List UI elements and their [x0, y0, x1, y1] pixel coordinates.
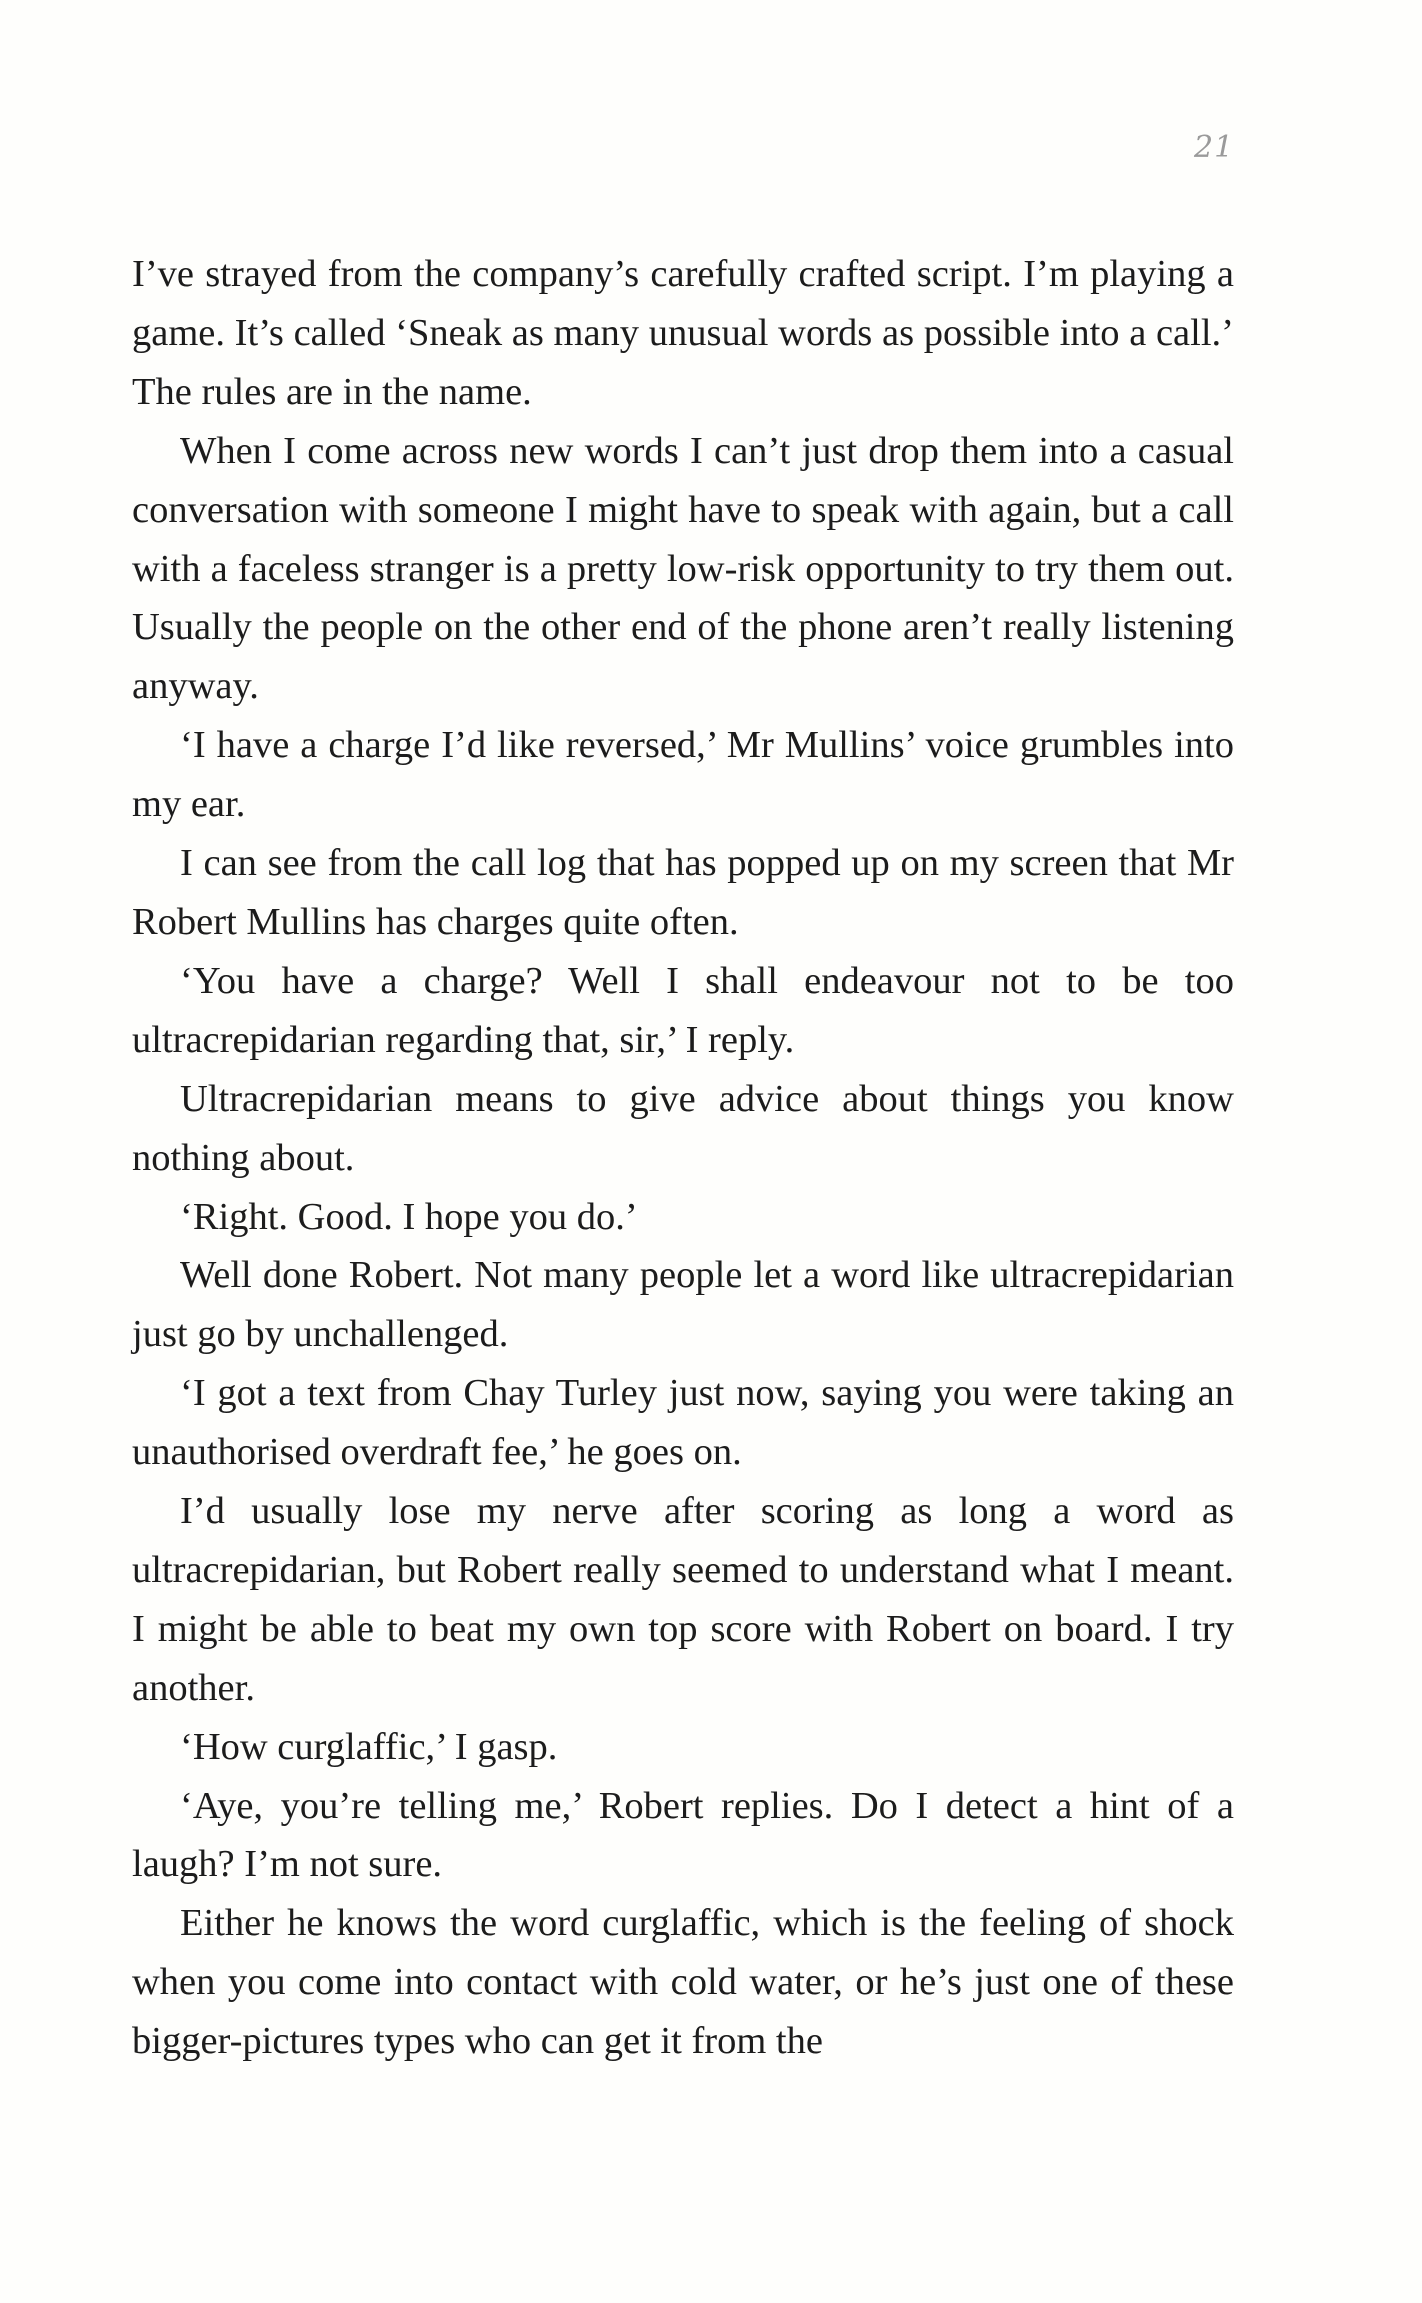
paragraph: ‘I have a charge I’d like reversed,’ Mr Mullins’ voice grumbles into my ear.: [132, 724, 1234, 826]
paragraph: ‘I got a text from Chay Turley just now, saying you were taking an unauthorised overdraft fee,’ he goes on.: [132, 1372, 1234, 1474]
body-text: [132, 245, 1234, 2071]
paragraph: I’d usually lose my nerve after scoring as long a word as ultracrepidarian, but Robert really seemed to understand what I meant. I might be able to beat my own top score with Robert on board. I try another.: [132, 1490, 1234, 1709]
paragraph: Either he knows the word curglaffic, which is the feeling of shock when you come into contact with cold water, or he’s just one of these bigger-pictures types who can get it from the: [132, 1902, 1234, 2063]
paragraph: ‘How curglaffic,’ I gasp.: [180, 1725, 558, 1768]
paragraph: Ultracrepidarian means to give advice about things you know nothing about.: [132, 1077, 1234, 1179]
paragraph: I can see from the call log that has popped up on my screen that Mr Robert Mullins has charges quite often.: [132, 842, 1234, 943]
paragraph: I’ve strayed from the company’s carefully crafted script. I’m playing a game. It’s called ‘Sneak as many unusual words as possible into a call.’ The rules are in the name.: [132, 253, 1234, 413]
paragraph: ‘Aye, you’re telling me,’ Robert replies. Do I detect a hint of a laugh? I’m not sure.: [132, 1784, 1234, 1886]
paragraph: Well done Robert. Not many people let a word like ultracrepidarian just go by unchallenged.: [132, 1254, 1234, 1356]
paragraph: ‘You have a charge? Well I shall endeavour not to be too ultracrepidarian regarding that, sir,’ I reply.: [132, 959, 1234, 1061]
page-number: 21: [1194, 130, 1235, 165]
paragraph: When I come across new words I can’t just drop them into a casual conversation with someone I might have to speak with again, but a call with a faceless stranger is a pretty low-risk opportunity to try them out. Usually the people on the other end of the phone aren’t really listening anyway.: [132, 429, 1234, 708]
paragraph: ‘Right. Good. I hope you do.’: [180, 1195, 638, 1238]
